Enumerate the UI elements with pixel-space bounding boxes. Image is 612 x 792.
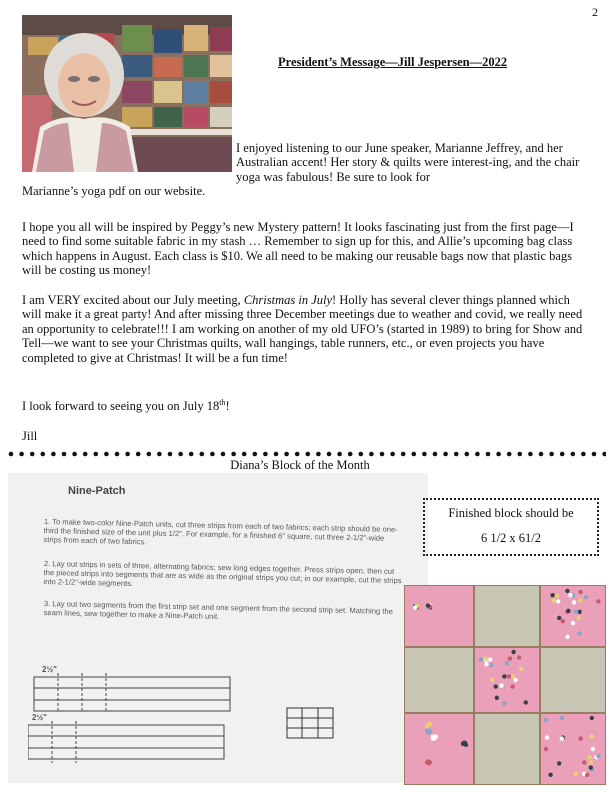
signature: Jill (22, 429, 38, 443)
light-fabric-square (475, 586, 539, 646)
fabric-dot (513, 678, 517, 682)
fabric-dot (413, 605, 417, 609)
fabric-dot (588, 755, 592, 759)
note-line-1: Finished block should be (448, 506, 574, 520)
fabric-dot (591, 747, 595, 751)
fabric-dot (551, 598, 555, 602)
page-number: 2 (592, 5, 598, 19)
fabric-dot (556, 599, 560, 603)
fabric-dot (517, 655, 521, 659)
pattern-heading: Nine-Patch (68, 485, 126, 497)
fabric-dot (426, 603, 430, 607)
fabric-dot (490, 678, 494, 682)
fabric-dot (505, 661, 509, 665)
nine-patch-diagram (286, 707, 334, 739)
paragraph-intro: I enjoyed listening to our June speaker, Marianne Jeffrey, and her Australian accent! Her story & quilts were interest-ing, and the chair yoga was fabulous! Be sure to look for (236, 141, 580, 184)
light-fabric-square (405, 648, 473, 712)
paragraph-july-meeting: I am VERY excited about our July meeting, Christmas in July! Holly has several clever things planned which will make it a great party! And after missing three December meetings due to weather and covid, we really need an opportunity to celebrate!!! I am working on another of my old UFO’s (started in 1989) to bring for Show and Tell—we want to see your Christmas quilts, wall hangings, table runners, etc., or even projects you have completed to give at Christmas! It will be a fun time! (22, 293, 583, 365)
fabric-dot (578, 598, 582, 602)
fabric-dot (577, 631, 581, 635)
fabric-dot (596, 599, 600, 603)
fabric-dot (502, 674, 506, 678)
fabric-dot (495, 696, 499, 700)
fabric-dot (568, 593, 572, 597)
fabric-dot (479, 657, 483, 661)
fabric-dot (571, 621, 575, 625)
fabric-dot (519, 667, 523, 671)
pink-dot-fabric-square (405, 586, 473, 646)
fabric-dot (488, 657, 492, 661)
dotted-divider (8, 450, 606, 458)
fabric-dot (426, 730, 430, 734)
light-fabric-square (541, 648, 605, 712)
fabric-dot (585, 773, 589, 777)
pattern-step-1: 1. To make two-color Nine-Patch units, cut three strips from each of two fabrics; each strip should be one-third the finished size of the unit plus 1/2". For example, for a finished 6" square, cut three 2-1/2"-wide strips from each of two fabrics. (43, 517, 398, 547)
fabric-dot (508, 656, 512, 660)
fabric-dot (431, 736, 435, 740)
fabric-dot (560, 716, 564, 720)
president-photo (22, 15, 232, 172)
fabric-dot (507, 674, 511, 678)
fabric-dot (557, 761, 561, 765)
fabric-dot (584, 595, 588, 599)
fabric-dot (596, 754, 600, 758)
fabric-dot (555, 594, 559, 598)
fabric-dot (576, 616, 580, 620)
nine-patch-pattern-sheet (8, 473, 428, 783)
fabric-dot (560, 736, 564, 740)
fabric-dot (494, 684, 498, 688)
finished-size-note (423, 498, 599, 556)
fabric-dot (502, 701, 506, 705)
fabric-dot (557, 616, 561, 620)
pink-dot-fabric-square (405, 714, 473, 784)
fabric-dot (578, 590, 582, 594)
fabric-dot (489, 663, 493, 667)
fabric-dot (589, 760, 593, 764)
light-fabric-square (475, 714, 539, 784)
fabric-dot (550, 593, 554, 597)
fabric-dot (590, 716, 594, 720)
fabric-dot (545, 735, 549, 739)
nine-patch-block-photo (404, 585, 606, 785)
fabric-dot (428, 760, 432, 764)
fabric-dot (566, 609, 570, 613)
paragraph-mystery-pattern: I hope you all will be inspired by Peggy’s new Mystery pattern! It looks fascinating just from the first page—I need to find some suitable fabric in my stash … Remember to sign up for this, and Allie’s upcoming bag class which happens in August. Each class is $10. We all need to be making our reusable bags now that plastic bags will be costing us money! (22, 220, 574, 278)
pattern-step-2: 2. Lay out strips in sets of three, alternating fabrics; sew long edges together. Press strips open, then cut the pieced strips into segments that are as wide as the original strips you cut; in our example, cut the strips into 2-1/2"-wide segments. (43, 559, 402, 589)
fabric-dot (578, 736, 582, 740)
pattern-step-3: 3. Lay out two segments from the first strip set and one segment from the second strip set. Matching the seam lines, sew together to make a Nine-Patch unit. (43, 599, 393, 622)
fabric-dot (590, 734, 594, 738)
fabric-dot (511, 650, 515, 654)
fabric-dot (574, 610, 578, 614)
fabric-dot (582, 760, 586, 764)
fabric-dot (548, 773, 552, 777)
fabric-dot (510, 684, 514, 688)
fabric-dot (544, 718, 548, 722)
fabric-dot (483, 656, 487, 660)
block-of-month-title: Diana’s Block of the Month (230, 458, 370, 472)
fabric-dot (561, 619, 565, 623)
fabric-dot (427, 722, 431, 726)
fabric-dot (484, 662, 488, 666)
fabric-dot (462, 741, 466, 745)
fabric-dot (574, 772, 578, 776)
strip-set-diagram (28, 673, 248, 768)
fabric-dot (544, 747, 548, 751)
fabric-dot (499, 683, 503, 687)
strip-width-label-2: 2½" (32, 713, 47, 722)
strip-width-label-1: 2½" (42, 665, 57, 674)
paragraph-closing: I look forward to seeing you on July 18th! (22, 398, 230, 414)
fabric-dot (524, 700, 528, 704)
fabric-dot (565, 589, 569, 593)
paragraph-intro-continued: Marianne’s yoga pdf on our website. (22, 184, 206, 198)
fabric-dot (589, 765, 593, 769)
president-message-title: President’s Message—Jill Jespersen—2022 (278, 55, 508, 69)
fabric-dot (565, 635, 569, 639)
fabric-dot (572, 600, 576, 604)
note-line-2: 6 1/2 x 61/2 (480, 531, 542, 545)
